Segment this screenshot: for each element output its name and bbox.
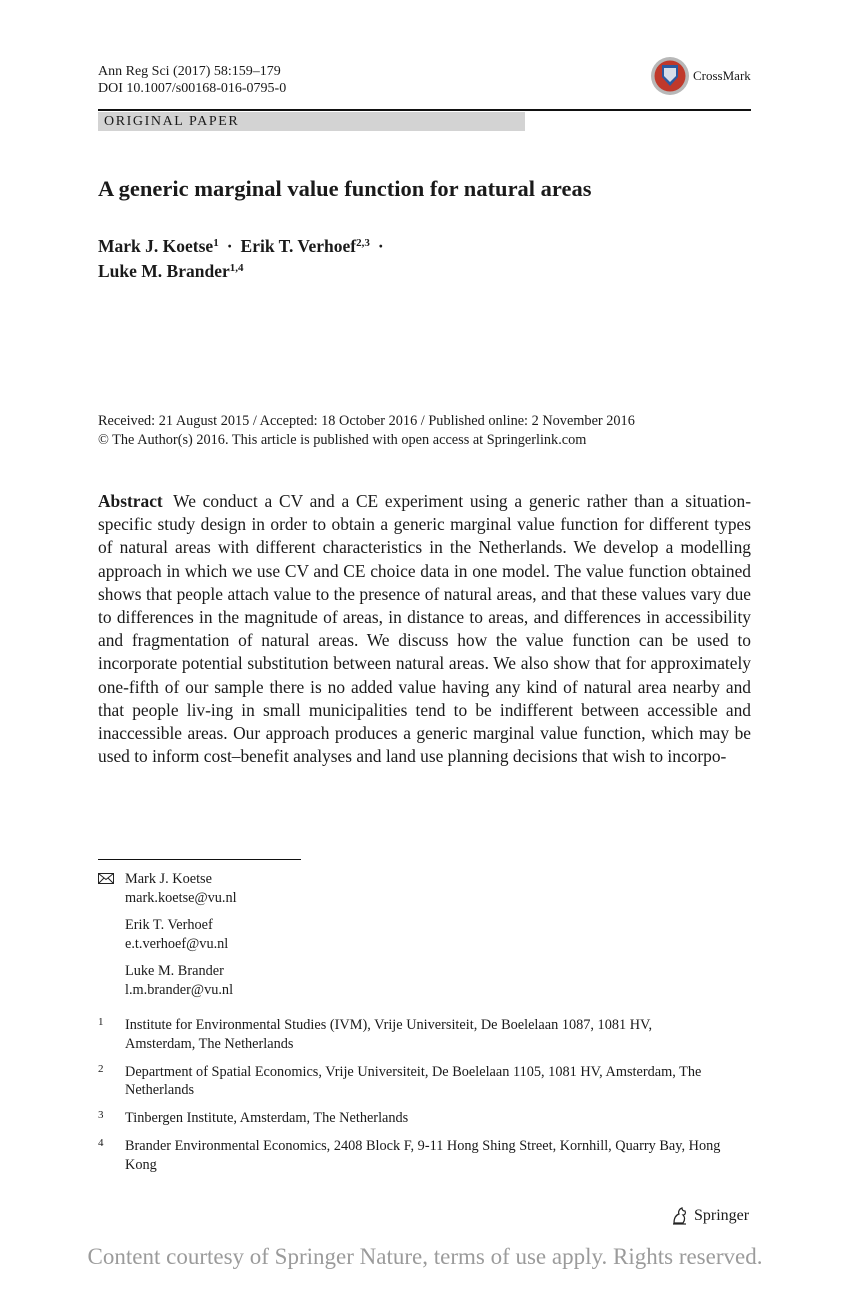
springer-label: Springer	[694, 1207, 750, 1224]
contact-item	[98, 870, 237, 907]
affiliation-list	[98, 1016, 751, 1184]
affiliation-text: Brander Environmental Economics, 2408 Block F, 9-11 Hong Shing Street, Kornhill, Quarry Bay, Hong Kong	[125, 1137, 721, 1173]
abstract-heading: Abstract	[98, 491, 163, 511]
springer-horse-icon	[670, 1206, 690, 1226]
affiliation-text: Tinbergen Institute, Amsterdam, The Netherlands	[125, 1110, 409, 1127]
author-affil-ref: 2,3	[356, 237, 370, 249]
contact-email[interactable]: l.m.brander@vu.nl	[125, 981, 234, 998]
author-line-2	[98, 259, 392, 284]
crossmark-icon	[650, 56, 690, 96]
author-affil-ref: 1,4	[229, 262, 244, 274]
copyright-line: © The Author(s) 2016. This article is published with open access at Springerlink.com	[98, 432, 587, 448]
affiliation-text: Institute for Environmental Studies (IVM), Vrije Universiteit, De Boelelaan 1087, 1081 HV, Amsterdam, The Netherlands	[125, 1017, 653, 1052]
author-name[interactable]: Erik T. Verhoef	[240, 236, 357, 256]
author-name[interactable]: Mark J. Koetse	[98, 236, 214, 256]
abstract-text: We conduct a CV and a CE experiment using a generic rather than a situation-specific study design in order to obtain a generic marginal value function for different types of natural areas with different characteristics in the Netherlands. We develop a modelling approach in which we use CV and CE choice data in one model. The value function obtained shows that people attach value to the presence of natural areas, and that these values vary due to differences in the magnitude of areas, in distance to areas, and differences in accessibility and fragmentation of natural areas. We discuss how the value function can be used to incorporate potential substitution between natural areas. We also show that for approximately one-fifth of our sample there is no added value having any kind of natural area nearby and that people liv-ing in small municipalities tend to be indifferent between accessible and inaccessible areas. Our approach produces a generic marginal value function, which may be used to inform cost–benefit analyses and land use planning decisions that wish to incorpo-	[98, 491, 751, 767]
publication-dates	[98, 412, 635, 450]
author-name[interactable]: Luke M. Brander	[98, 261, 230, 281]
contact-name: Luke M. Brander	[125, 963, 224, 979]
affiliation-text: Department of Spatial Economics, Vrije Universiteit, De Boelelaan 1105, 1081 HV, Amsterdam, The Netherlands	[125, 1063, 702, 1099]
affiliation-item	[98, 1109, 725, 1128]
contact-list	[98, 870, 237, 1008]
affiliation-number: 2	[98, 1062, 104, 1075]
author-separator: ·	[226, 236, 233, 256]
author-line-1	[98, 234, 392, 259]
footnote-rule	[98, 859, 301, 860]
contact-name: Erik T. Verhoef	[125, 917, 213, 933]
doi-line[interactable]: DOI 10.1007/s00168-016-0795-0	[98, 81, 287, 96]
journal-line: Ann Reg Sci (2017) 58:159–179	[98, 64, 281, 79]
author-affil-ref: 1	[213, 237, 219, 249]
affiliation-item	[98, 1137, 725, 1175]
journal-citation	[98, 63, 286, 97]
affiliation-number: 1	[98, 1016, 104, 1028]
author-list	[98, 234, 392, 284]
affiliation-number: 3	[98, 1109, 104, 1122]
affiliation-number: 4	[98, 1136, 104, 1149]
dates-line: Received: 21 August 2015 / Accepted: 18 October 2016 / Published online: 2 November 2016	[98, 413, 635, 429]
crossmark-label: CrossMark	[693, 68, 751, 83]
springer-logo	[670, 1206, 749, 1226]
header-rule	[98, 109, 751, 111]
affiliation-item	[98, 1016, 725, 1054]
contact-email[interactable]: e.t.verhoef@vu.nl	[125, 935, 229, 952]
contact-item	[98, 916, 237, 953]
envelope-icon	[98, 873, 114, 884]
section-label: ORIGINAL PAPER	[98, 112, 525, 131]
abstract	[98, 490, 751, 768]
contact-email[interactable]: mark.koetse@vu.nl	[125, 889, 237, 906]
affiliation-item	[98, 1063, 725, 1101]
contact-item	[98, 962, 237, 999]
courtesy-watermark: Content courtesy of Springer Nature, terms of use apply. Rights reserved.	[87, 1244, 763, 1269]
crossmark-badge[interactable]	[650, 56, 751, 96]
article-title: A generic marginal value function for natural areas	[98, 176, 592, 201]
contact-name: Mark J. Koetse	[125, 871, 212, 887]
author-separator: ·	[377, 236, 384, 256]
